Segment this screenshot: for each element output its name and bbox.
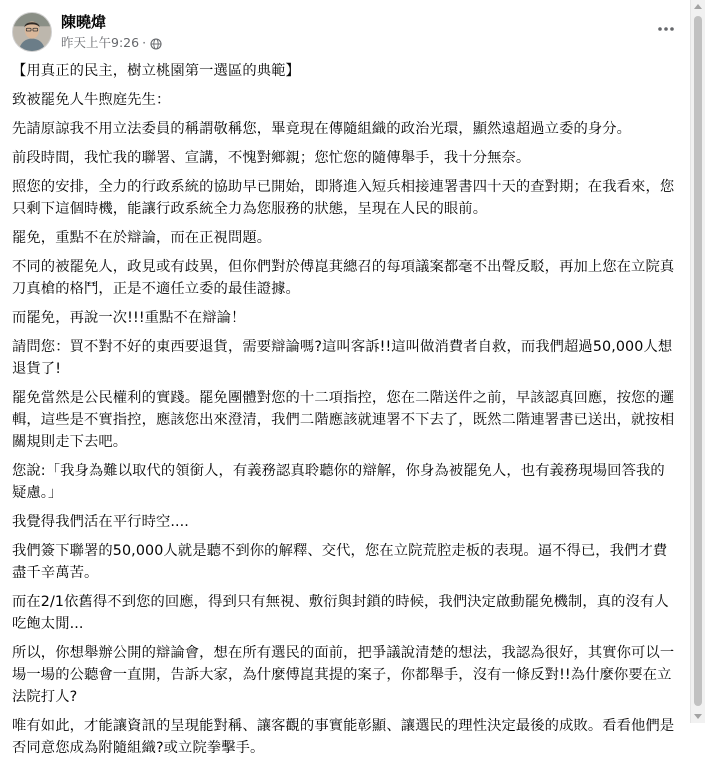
globe-icon[interactable] <box>150 37 162 49</box>
post-paragraph: 您說:「我身為難以取代的領銜人，有義務認真聆聽你的辯解，你身為被罷免人，也有義務現場回答我的疑慮。」 <box>12 463 665 501</box>
post-paragraph: 請問您：買不對不好的東西要退貨，需要辯論嗎?這叫客訴!!這叫做消費者自救，而我們超過50,000人想退貨了! <box>12 339 673 377</box>
more-horizontal-icon <box>656 19 676 39</box>
post-paragraph: 照您的安排，全力的行政系統的協助早已開始，即將進入短兵相接連署書四十天的查對期；在我看來，您只剩下這個時機，能讓行政系統全力為您服務的狀態，呈現在人民的眼前。 <box>12 179 675 217</box>
avatar[interactable] <box>12 12 52 52</box>
scroll-thumb[interactable] <box>694 16 702 706</box>
post-timestamp[interactable]: 昨天上午9:26 <box>61 35 140 50</box>
post-paragraph: 而罷免，再說一次!!!重點不在辯論！ <box>12 310 246 326</box>
post-paragraph: 而在2/1依舊得不到您的回應，得到只有無視、敷衍與封鎖的時候，我們決定啟動罷免機制，真的沒有人吃飽太閒... <box>12 594 669 632</box>
author-block <box>61 13 162 51</box>
scroll-down-arrow[interactable] <box>694 714 702 719</box>
post-paragraph: 我覺得我們活在平行時空.... <box>12 514 189 530</box>
post-paragraph: 唯有如此，才能讓資訊的呈現能對稱、讓客觀的事實能彰顯、讓選民的理性決定最後的成敗。看看他們是否同意您成為附隨組織?或立院拳擊手。 <box>12 718 675 756</box>
post-paragraph: 所以，你想舉辦公開的辯論會，想在所有選民的面前，把爭議說清楚的想法，我認為很好，其實你可以一場一場的公聽會一直開，告訴大家，為什麼傅崑萁提的案子，你都舉手，沒有一條反對!!為什麼你要在立法院打人? <box>12 645 675 705</box>
post-paragraph: 不同的被罷免人，政見或有歧異，但你們對於傅崑萁總召的每項議案都毫不出聲反駁，再加上您在立院真刀真槍的格鬥，正是不適任立委的最佳證據。 <box>12 259 675 297</box>
post-paragraph: 前段時間，我忙我的聯署、宣講，不愧對鄉親；您忙您的隨傳舉手，我十分無奈。 <box>12 150 531 166</box>
more-options-button[interactable] <box>653 16 679 42</box>
post-header <box>12 10 162 54</box>
post-paragraph: 致被罷免人牛煦庭先生： <box>12 92 171 108</box>
avatar-image <box>13 13 51 51</box>
post-meta <box>61 34 162 51</box>
vertical-scrollbar[interactable] <box>690 0 705 723</box>
post-paragraph: 罷免，重點不在於辯論，而在正視問題。 <box>12 230 272 246</box>
post-title: 【用真正的民主，樹立桃園第一選區的典範】 <box>12 63 300 79</box>
scroll-up-arrow[interactable] <box>694 4 702 9</box>
meta-separator: · <box>142 35 147 50</box>
post-paragraph: 先請原諒我不用立法委員的稱謂敬稱您，畢竟現在傳隨組織的政治光環，顯然遠超過立委的身分。 <box>12 121 632 137</box>
post-body <box>12 60 677 766</box>
post-paragraph: 罷免當然是公民權利的實踐。罷免團體對您的十二項指控，您在二階送件之前，早該認真回應，按您的邏輯，這些是不實指控，應該您出來澄清，我們二階應該就連署不下去了，既然二階連署書已送出，就按相關規則走下去吧。 <box>12 390 675 450</box>
post-paragraph: 我們簽下聯署的50,000人就是聽不到你的解釋、交代，您在立院荒腔走板的表現。逼不得已，我們才費盡千辛萬苦。 <box>12 543 668 581</box>
author-name[interactable]: 陳曉煒 <box>61 13 107 31</box>
